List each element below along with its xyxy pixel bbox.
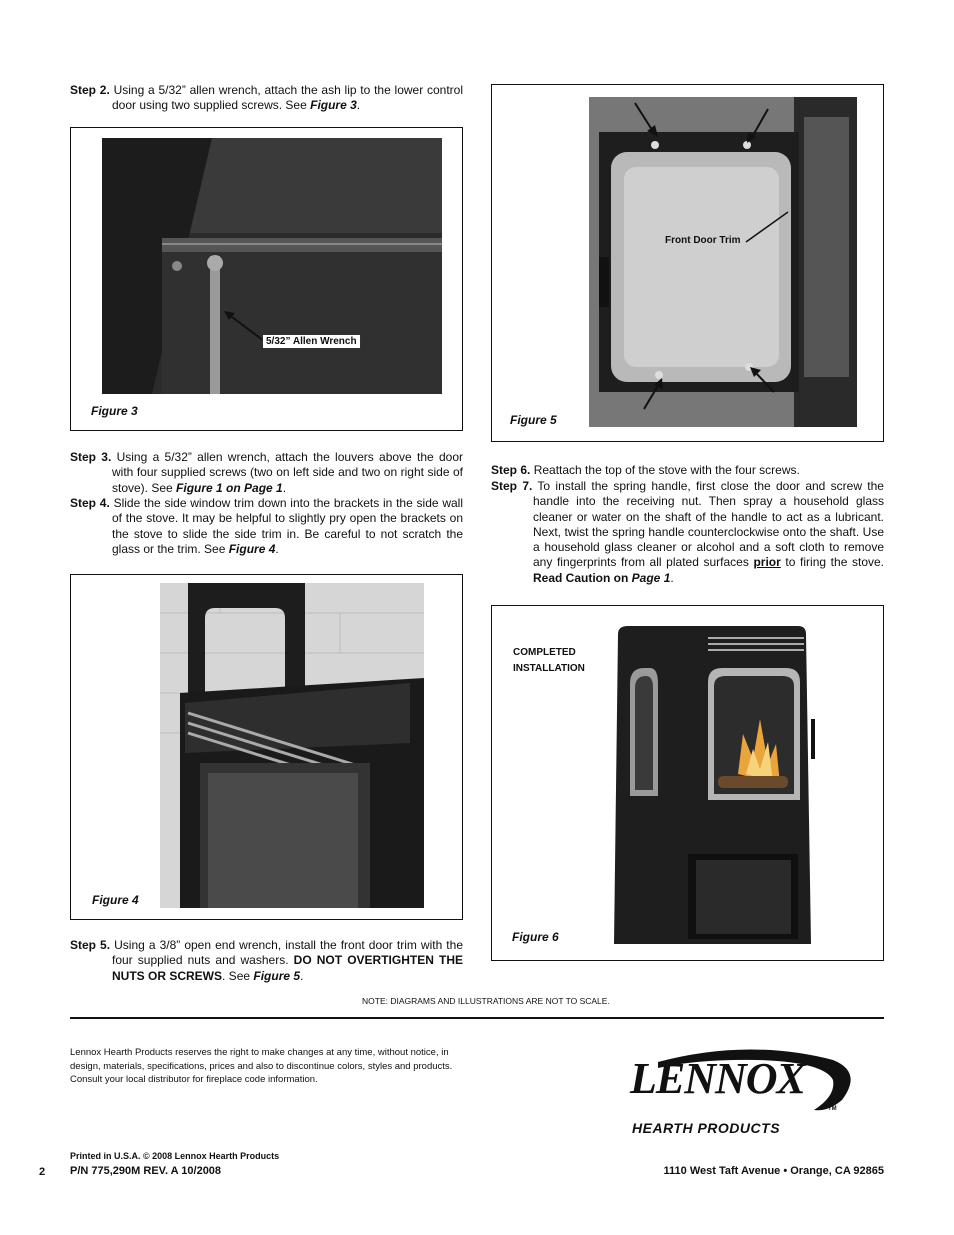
figure-6-caption: Figure 6 (512, 930, 559, 944)
figure-3-photo (102, 138, 442, 394)
disclaimer: Lennox Hearth Products reserves the right to make changes at any time, without notice, in design, materials, specifications, prices and also to discontinue colors, styles and products. Consult your local distributor for fireplace code information. (70, 1047, 453, 1085)
figure-5-photo (589, 97, 857, 427)
address: 1110 West Taft Avenue • Orange, CA 92865 (663, 1165, 884, 1177)
lennox-logo: LENNOX TM HEARTH PRODUCTS (628, 1046, 868, 1146)
figure-4-caption: Figure 4 (92, 893, 139, 907)
page-number: 2 (39, 1166, 46, 1178)
scale-note: NOTE: DIAGRAMS AND ILLUSTRATIONS ARE NOT TO SCALE. (362, 996, 610, 1006)
footer-divider (70, 1017, 884, 1019)
printed-line: Printed in U.S.A. © 2008 Lennox Hearth Products (70, 1151, 280, 1161)
figure-3-callout: 5/32” Allen Wrench (262, 334, 361, 349)
figure-3-caption: Figure 3 (91, 404, 138, 418)
figure-5-callout-line (744, 210, 790, 246)
figure-5-arrow-top-left (632, 100, 662, 140)
step-4: Step 4. Slide the side window trim down into the brackets in the side wall of the stove. It may be helpful to slightly pry open the brackets on the stove to slide the side trim in. Be careful to not scratch the glass or the trim. See Figure 4. (70, 496, 463, 556)
figure-4-photo (160, 583, 424, 908)
step-7: Step 7. To install the spring handle, first close the door and screw the handle into the receiving nut. Then spray a household glass cleaner or water on the shaft of the handle to act as a lubricant. Next, twist the spring handle counterclockwise onto the shaft. Use a household glass cleaner or alcohol and a soft cloth to remove any fingerprints from all plated surfaces prior to firing the stove. Read Caution on Page 1. (491, 479, 884, 585)
figure-5-arrow-bottom-right (748, 364, 778, 396)
figure-6-photo (608, 624, 815, 957)
step-6: Step 6. Reattach the top of the stove with the four screws. (491, 463, 800, 477)
figure-5-caption: Figure 5 (510, 413, 557, 427)
figure-5-arrow-top-right (745, 106, 771, 146)
figure-5-arrow-bottom-left (640, 376, 666, 412)
step-3: Step 3. Using a 5/32” allen wrench, attach the louvers above the door with four supplied screws (two on left side and two on right side of stove). See Figure 1 on Page 1. (70, 450, 463, 495)
step-2: Step 2. Using a 5/32” allen wrench, attach the ash lip to the lower control door using two supplied screws. See Figure 3. (70, 83, 463, 113)
step-5: Step 5. Using a 3/8” open end wrench, install the front door trim with the four supplied nuts and washers. DO NOT OVERTIGHTEN THE NUTS OR SCREWS. See Figure 5. (70, 938, 463, 983)
figure-6-label: COMPLETED INSTALLATION (513, 647, 585, 674)
part-number: P/N 775,290M REV. A 10/2008 (70, 1165, 222, 1177)
figure-5-callout: Front Door Trim (665, 235, 741, 246)
